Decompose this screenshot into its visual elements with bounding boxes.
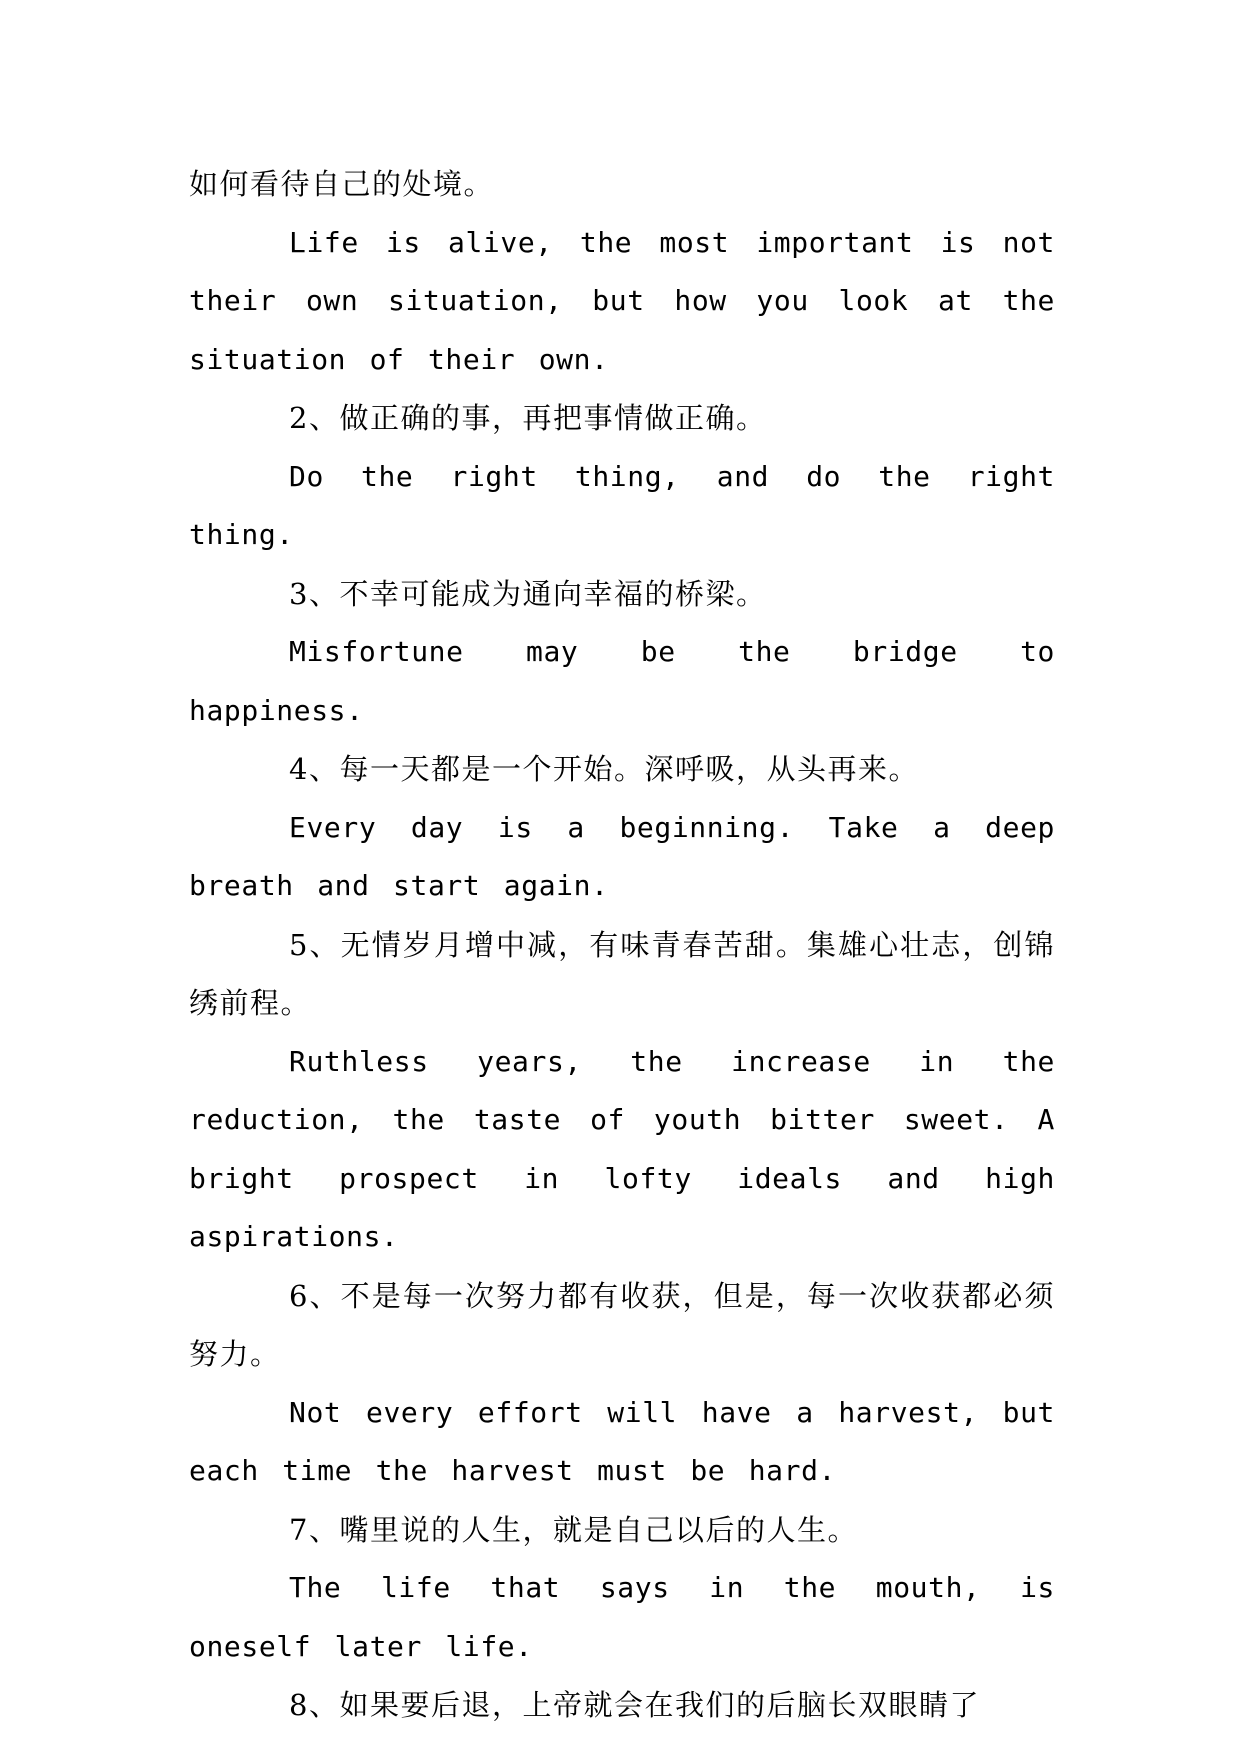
document-page [189,155,1055,1735]
quote-3-en: Misfortune may be the bridge to happiness. [189,635,1055,727]
quote-7-en: The life that says in the mouth, is oneself later life. [189,1571,1055,1663]
quote-3-zh: 3、不幸可能成为通向幸福的桥梁。 [289,576,767,611]
paragraph-situation-en: Life is alive, the most important is not their own situation, but how you look at the situation of their own. [189,225,1055,376]
quote-4-en: Every day is a beginning. Take a deep breath and start again. [189,810,1055,902]
quote-5-en: Ruthless years, the increase in the reduction, the taste of youth bitter sweet. A bright prospect in lofty ideals and high aspirations. [189,1044,1055,1253]
quote-5-zh: 5、无情岁月增中减，有味青春苦甜。集雄心壮志，创锦绣前程。 [189,927,1055,1020]
quote-2-en: Do the right thing, and do the right thing. [189,459,1055,551]
quote-6-zh: 6、不是每一次努力都有收获，但是，每一次收获都必须努力。 [189,1278,1055,1371]
quote-8-zh: 8、如果要后退，上帝就会在我们的后脑长双眼睛了 [289,1688,980,1722]
quote-4-zh: 4、每一天都是一个开始。深呼吸，从头再来。 [289,752,919,786]
quote-7-zh: 7、嘴里说的人生，就是自己以后的人生。 [289,1512,858,1547]
paragraph-situation-zh: 如何看待自己的处境。 [189,167,495,201]
quote-6-en: Not every effort will have a harvest, but each time the harvest must be hard. [189,1395,1055,1487]
quote-2-zh: 2、做正确的事，再把事情做正确。 [289,401,767,435]
